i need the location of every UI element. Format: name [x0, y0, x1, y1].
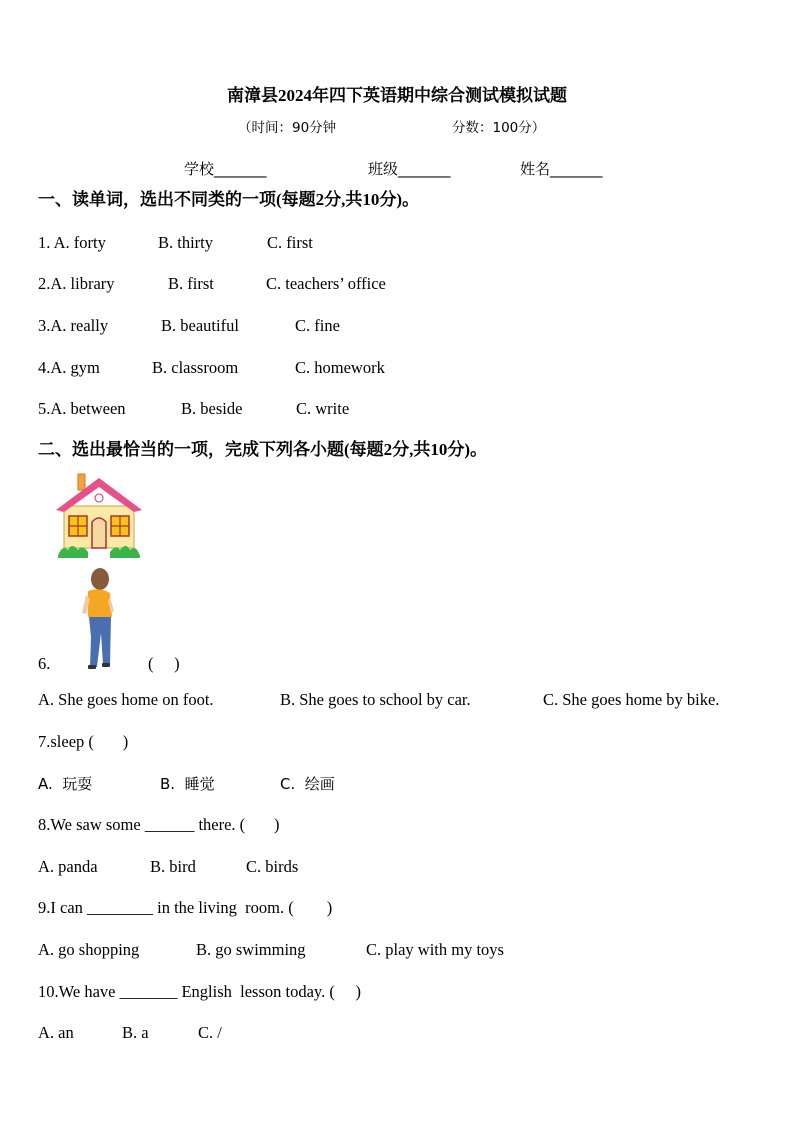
question-9-stem: 9.I can ________ in the living room. ( )	[38, 898, 333, 917]
option-a: 5.A. between	[38, 399, 126, 418]
option-c: C. 绘画	[280, 775, 335, 793]
option-a: A. go shopping	[38, 940, 140, 959]
option-c: C. teachers’ office	[266, 274, 386, 293]
option-a: A. an	[38, 1023, 74, 1042]
question-8-stem: 8.We saw some ______ there. ( )	[38, 815, 280, 834]
option-b: B. 睡觉	[160, 775, 215, 793]
option-c: C. birds	[246, 857, 299, 876]
girl-walking-illustration	[78, 567, 120, 671]
option-c: C. play with my toys	[366, 940, 504, 959]
option-a: A. panda	[38, 857, 98, 876]
question-6-number: 6.	[38, 654, 51, 673]
door	[92, 518, 106, 548]
section-2-title: 二、选出最恰当的一项，完成下列各小题(每题2分,共10分)。	[38, 440, 488, 459]
option-c: C. write	[296, 399, 350, 418]
name-field: 姓名_______	[520, 160, 603, 178]
option-a: A. She goes home on foot.	[38, 690, 214, 709]
page-title: 南漳县2024年四下英语期中综合测试模拟试题	[227, 86, 567, 105]
option-c: C. first	[267, 233, 313, 252]
question-6-answer-blank: ( )	[148, 654, 180, 673]
option-b: B. a	[122, 1023, 149, 1042]
option-b: B. beside	[181, 399, 243, 418]
shirt	[88, 589, 112, 617]
option-a: 4.A. gym	[38, 358, 100, 377]
school-field: 学校_______	[184, 160, 267, 178]
option-a: A. 玩耍	[38, 775, 93, 793]
chimney	[78, 474, 85, 490]
exam-score: 分数：100分）	[452, 120, 546, 136]
option-a: 3.A. really	[38, 316, 109, 335]
option-b: B. first	[168, 274, 214, 293]
roof-window	[95, 494, 103, 502]
option-c: C. She goes home by bike.	[543, 690, 720, 709]
class-field: 班级_______	[368, 160, 451, 178]
option-c: C. homework	[295, 358, 385, 377]
question-7-stem: 7.sleep ( )	[38, 732, 129, 751]
option-a: 2.A. library	[38, 274, 115, 293]
house-illustration	[54, 472, 144, 562]
question-10-stem: 10.We have _______ English lesson today. ( )	[38, 982, 361, 1001]
option-b: B. beautiful	[161, 316, 239, 335]
option-c: C. fine	[295, 316, 340, 335]
option-b: B. classroom	[152, 358, 239, 377]
exam-time: （时间：90分钟	[238, 120, 337, 136]
jeans	[89, 617, 111, 667]
option-c: C. /	[198, 1023, 222, 1042]
option-b: B. bird	[150, 857, 196, 876]
option-b: B. She goes to school by car.	[280, 690, 471, 709]
option-b: B. thirty	[158, 233, 214, 252]
option-b: B. go swimming	[196, 940, 306, 959]
option-a: 1. A. forty	[38, 233, 106, 252]
hair	[91, 568, 109, 590]
section-1-title: 一、读单词，选出不同类的一项(每题2分,共10分)。	[38, 190, 420, 209]
